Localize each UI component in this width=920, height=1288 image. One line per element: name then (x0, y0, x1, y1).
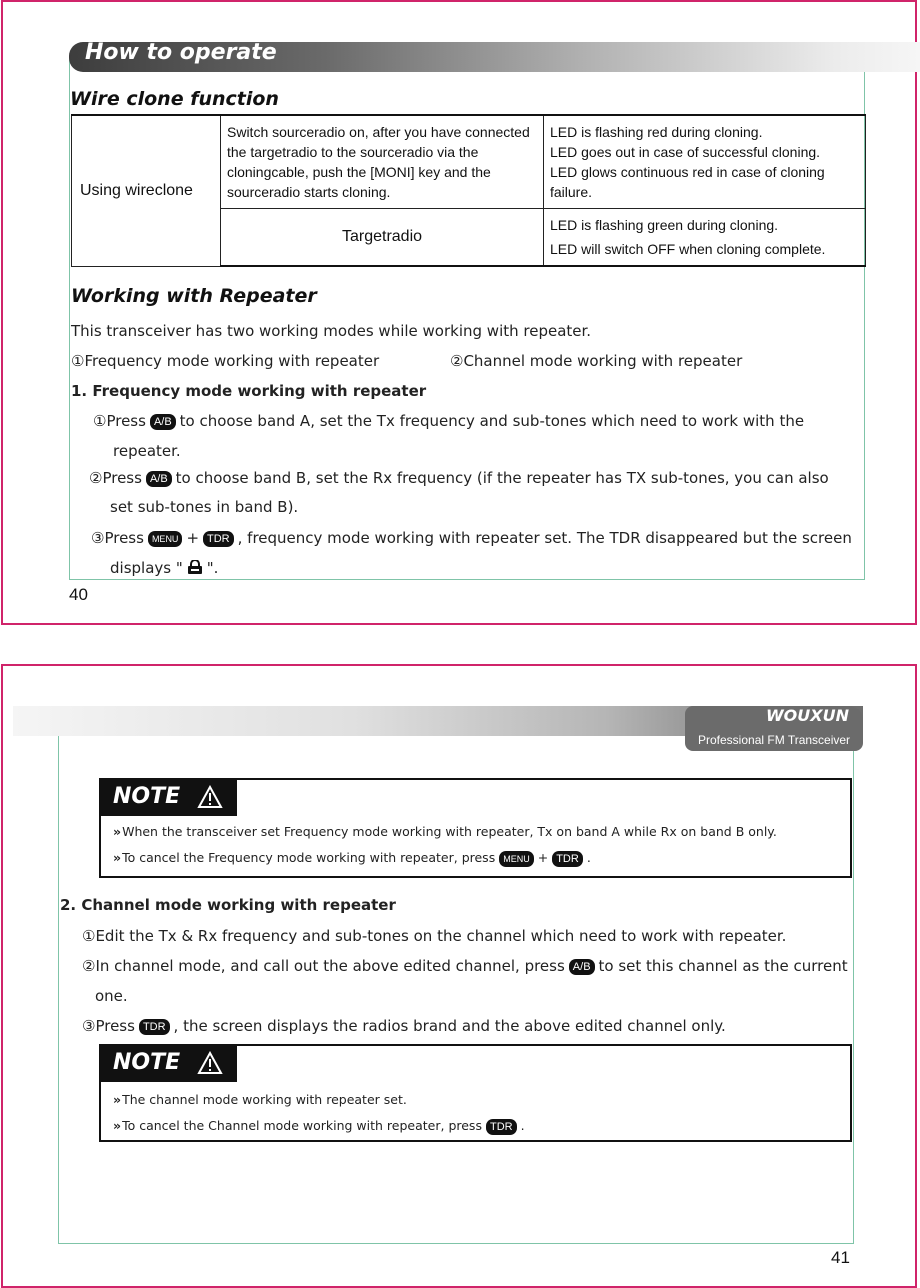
sub1-title: 1. Frequency mode working with repeater (71, 382, 427, 400)
ab-key-icon: A/B (150, 414, 176, 430)
menu-key-icon: MENU (148, 531, 183, 547)
ab-key-icon: A/B (146, 471, 172, 487)
step-1-post: to choose band A, set the Tx frequency and sub-tones which need to work with the (179, 412, 805, 430)
chevron-right-icon: » (113, 824, 119, 839)
note-2-line-2 (113, 1118, 525, 1135)
channel-step-3 (82, 1017, 726, 1035)
brand-subtitle: Professional FM Transceiver (698, 733, 851, 747)
step-3-post: , frequency mode working with repeater set. The TDR disappeared but the screen (237, 529, 852, 547)
warning-icon (197, 1051, 223, 1079)
note-text: . (520, 1118, 525, 1133)
note-header (101, 780, 237, 816)
step-2-pre: ②Press (89, 469, 142, 487)
mode-2: ②Channel mode working with repeater (450, 352, 743, 370)
brand-logo: WOUXUN (766, 706, 849, 725)
lock-icon (187, 560, 203, 578)
chevron-right-icon: » (113, 1092, 119, 1107)
note-box-2 (99, 1044, 852, 1142)
channel-step-2-pre: ②In channel mode, and call out the above edited channel, press (82, 957, 565, 975)
note-text: The channel mode working with repeater set. (122, 1092, 407, 1107)
repeater-intro: This transceiver has two working modes while working with repeater. (71, 322, 592, 340)
step-2 (89, 469, 829, 487)
note-header (101, 1046, 237, 1082)
target-led-cell (544, 209, 866, 267)
channel-title: 2. Channel mode working with repeater (60, 896, 396, 914)
note-1-line-1 (113, 824, 777, 839)
page-40 (1, 0, 917, 625)
source-led-line: LED glows continuous red in case of cloning failure. (550, 164, 825, 200)
channel-step-2-post: to set this channel as the current (598, 957, 848, 975)
page-41 (1, 664, 917, 1288)
channel-step-1: ①Edit the Tx & Rx frequency and sub-tones on the channel which need to work with repeater. (82, 927, 787, 945)
step-3-pre: ③Press (91, 529, 144, 547)
header-title: How to operate (85, 40, 277, 65)
step-3-cont (110, 559, 218, 578)
ab-key-icon: A/B (569, 959, 595, 975)
chevron-right-icon: » (113, 1118, 119, 1133)
wire-clone-heading: Wire clone function (70, 88, 279, 110)
step-1 (93, 412, 804, 430)
source-led-line: LED goes out in case of successful cloning. (550, 144, 821, 160)
step-3-plus: + (186, 529, 200, 547)
source-led-line: LED is flashing red during cloning. (550, 124, 763, 140)
page-number: 41 (831, 1248, 850, 1267)
repeater-heading: Working with Repeater (71, 285, 317, 307)
note-text: To cancel the Channel mode working with repeater, press (122, 1118, 482, 1133)
target-label: Targetradio (221, 209, 544, 267)
channel-step-2-cont: one. (95, 987, 128, 1005)
note-label: NOTE (113, 1050, 181, 1075)
step-3-cont-post: ". (206, 559, 219, 577)
source-desc: Switch sourceradio on, after you have connected the targetradio to the sourceradio via the cloningcable, push the [MONI] key and the sourceradio starts cloning. (221, 115, 544, 209)
tdr-key-icon: TDR (486, 1119, 517, 1135)
tdr-key-icon: TDR (203, 531, 234, 547)
page-number: 40 (69, 585, 88, 604)
wire-clone-table (71, 114, 866, 267)
tdr-key-icon: TDR (139, 1019, 170, 1035)
source-led-cell (544, 115, 866, 209)
note-text: When the transceiver set Frequency mode working with repeater, Tx on band A while Rx on band B only. (122, 824, 777, 839)
step-3-cont-pre: displays " (110, 559, 183, 577)
warning-icon (197, 785, 223, 813)
note-label: NOTE (113, 784, 181, 809)
channel-step-2 (82, 957, 848, 975)
note-text: To cancel the Frequency mode working with repeater, press (122, 850, 496, 865)
target-led-line: LED is flashing green during cloning. (550, 217, 779, 233)
channel-step-3-pre: ③Press (82, 1017, 135, 1035)
plus-sign: + (537, 850, 549, 865)
mode-1: ①Frequency mode working with repeater (71, 352, 380, 370)
step-2-post: to choose band B, set the Rx frequency (if the repeater has TX sub-tones, you can also (175, 469, 829, 487)
channel-step-3-post: , the screen displays the radios brand and the above edited channel only. (173, 1017, 726, 1035)
note-text: . (586, 850, 591, 865)
note-box-1 (99, 778, 852, 878)
chevron-right-icon: » (113, 850, 119, 865)
note-1-line-2 (113, 850, 591, 867)
note-2-line-1 (113, 1092, 407, 1107)
target-led-line: LED will switch OFF when cloning complete. (550, 241, 826, 257)
menu-key-icon: MENU (499, 851, 534, 867)
step-2-cont: set sub-tones in band B). (110, 498, 299, 516)
step-1-pre: ①Press (93, 412, 146, 430)
row-label: Using wireclone (72, 115, 221, 266)
step-1-cont: repeater. (113, 442, 181, 460)
tdr-key-icon: TDR (552, 851, 583, 867)
step-3 (91, 529, 852, 547)
